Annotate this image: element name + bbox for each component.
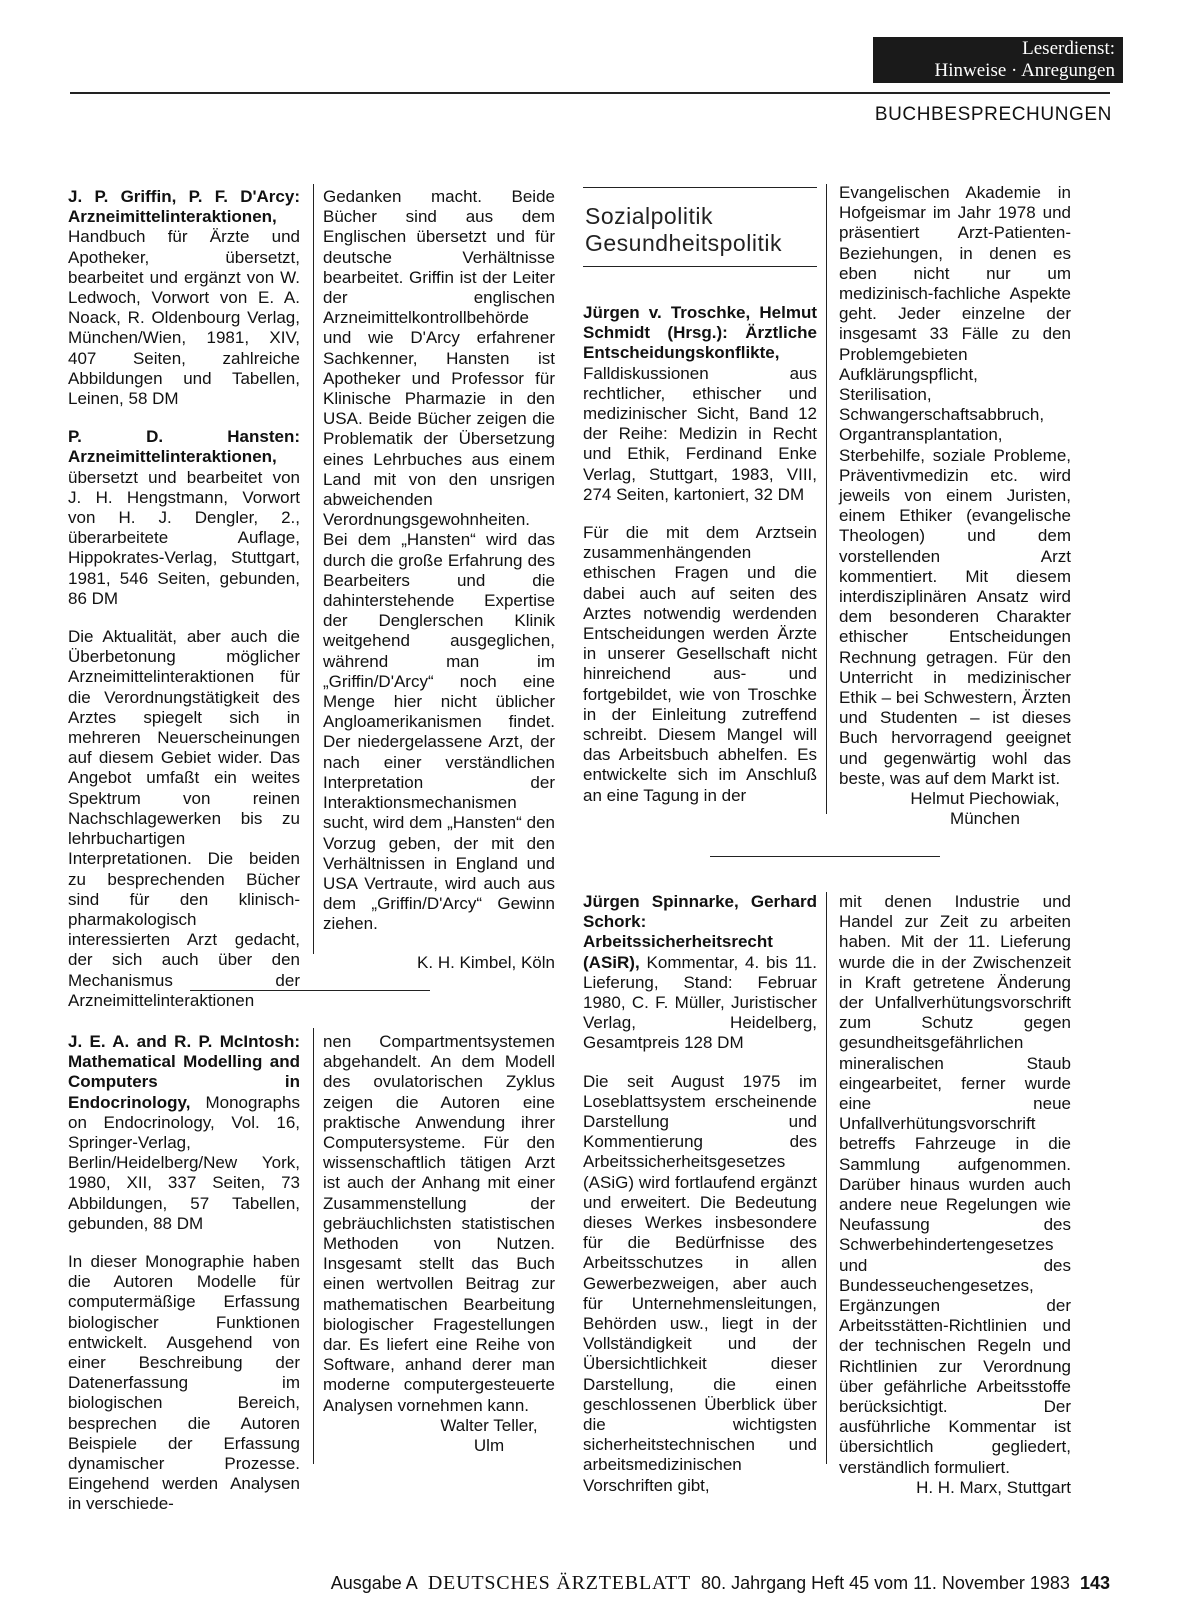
review-body: Für die mit dem Arztsein zusammenhängenden ethischen Fragen und die dabei auch auf seiten des Arztes notwendig werdenden Entscheidungen werden Ärzte in unserer Gesellschaft nicht hinreichend aus- und fortgebildet, wie von Troschke in der Einleitung zutreffend schreibt. Diesem Mangel will das Arbeitsbuch abhelfen. Es entwickelte sich im Anschluß an eine Tagung in der — [583, 523, 817, 805]
review-body: mit denen Industrie und Handel zur Zeit zu arbeiten haben. Mit der 11. Lieferung wurde die in der Zwischenzeit in Kraft getretene Änderung der Unfallverhütungsvorschrift zum Schutz gegen gesundheitsgefährlichen mineralischen Staub eingearbeitet, ferner wurde eine neue Unfallverhütungsvorschrift betreffs Fahrzeuge in die Sammlung aufgenommen. Darüber hinaus wurden auch andere neue Regelungen wie Neufassung des Schwerbehindertengesetzes und des Bundesseuchengesetzes, Ergänzungen der Arbeitsstätten-Richtlinien und der technischen Regeln und Richtlinien zur Verordnung über gefährliche Arbeitsstoffe berücksichtigt. Der ausführliche Kommentar ist übersichtlich gegliedert, verständlich formuliert. — [839, 892, 1071, 1477]
section-badge — [873, 37, 1123, 83]
rubric-line-1: Sozialpolitik — [585, 203, 713, 229]
review-mcintosh-column-1 — [68, 1032, 300, 1515]
book-details: übersetzt und bearbeitet von J. H. Hengstmann, Vorwort von H. J. Dengler, 2., überarbeitete Auflage, Hippokrates-Verlag, Stuttgart, 1981, 546 Seiten, gebunden, 86 DM — [68, 467, 300, 608]
section-title: BUCHBESPRECHUNGEN — [874, 104, 1112, 125]
footer-issue: 80. Jahrgang Heft 45 vom 11. November 1983 — [701, 1573, 1070, 1593]
rubric-line-2: Gesundheitspolitik — [585, 230, 782, 256]
page-number: 143 — [1079, 1573, 1110, 1593]
article-separator — [710, 856, 940, 857]
review-body: Gedanken macht. Beide Bücher sind aus dem Englischen übersetzt und für deutsche Verhältnisse bearbeitet. Griffin ist der Leiter der englischen Arzneimittelkontrollbehörde und wie D'Arcy erfahrener Sachkenner, Hansten ist Apotheker und Professor für Klinische Pharmazie in den USA. Beide Bücher zeigen die Problematik der Übersetzung eines Lehrbuches aus einem Land mit von den unsrigen abweichenden Verordnungsgewohnheiten. Bei dem „Hansten“ wird das durch die große Erfahrung des Bearbeiters und die dahinterstehende Expertise der Denglerschen Klinik weitgehend ausgeglichen, während man im „Griffin/D'Arcy“ noch eine Menge hier nicht üblicher Angloamerikanismen findet. Der niedergelassene Arzt, der nach einer verständlichen Interpretation der Interaktionsmechanismen sucht, wird dem „Hansten“ den Vorzug geben, der mit den Verhältnissen in England und USA Vertraute, wird auch aus dem „Griffin/D'Arcy“ Gewinn ziehen. — [323, 187, 555, 934]
book-header: Jürgen Spinnarke, Gerhard Schork: Arbeitssicherheitsrecht (ASiR), — [583, 892, 817, 972]
review-troschke-column-2 — [839, 183, 1071, 830]
column-divider — [826, 184, 827, 814]
book-details: Kommentar, 4. bis 11. Lieferung, Stand: Februar 1980, C. F. Müller, Juristischer Verlag, Heidelberg, Gesamtpreis 128 DM — [583, 952, 817, 1053]
book-details: Falldiskussionen aus rechtlicher, ethischer und medizinischer Sicht, Band 12 der Reihe: Medizin in Recht und Ethik, Ferdinand Enke Verlag, Stuttgart, 1983, VIII, 274 Seiten, kartoniert, 32 DM — [583, 363, 817, 504]
column-divider — [313, 184, 314, 954]
book-header: J. P. Griffin, P. F. D'Arcy: Arzneimittelinteraktionen, — [68, 187, 300, 227]
badge-line-2: Hinweise · Anregungen — [934, 60, 1115, 81]
rubric-rule-top — [583, 187, 817, 188]
book-header: P. D. Hansten: Arzneimittelinteraktionen, — [68, 427, 300, 467]
review-body: Die Aktualität, aber auch die Überbetonung möglicher Arzneimittelinteraktionen für die Verordnungstätigkeit des Arztes spiegelt sich in mehreren Neuerscheinungen auf diesem Gebiet wider. Das Angebot umfaßt ein weites Spektrum von reinen Nachschlagewerken bis zu lehrbuchartigen Interpretationen. Die beiden zu besprechenden Bücher sind für den klinisch-pharmakologisch interessierten Arzt gedacht, der sich auch über den Mechanismus der Arzneimittelinteraktionen — [68, 627, 300, 1010]
review-troschke-column-1 — [583, 303, 817, 806]
book-details: Monographs on Endocrinology, Vol. 16, Springer-Verlag, Berlin/Heidelberg/New York, 1980, XII, 337 Seiten, 73 Abbildungen, 57 Tabellen, gebunden, 88 DM — [68, 1092, 300, 1233]
book-header: Jürgen v. Troschke, Helmut Schmidt (Hrsg.): Ärztliche Entscheidungskonflikte, — [583, 303, 817, 363]
reviewer-signature: Walter Teller, — [440, 1415, 538, 1435]
review-spinnarke-column-2 — [839, 892, 1071, 1498]
review-griffin-column-1 — [68, 187, 300, 1011]
footer-edition: Ausgabe A — [330, 1573, 418, 1593]
badge-line-1: Leserdienst: — [1022, 38, 1115, 59]
column-divider — [313, 1028, 314, 1464]
reviewer-signature: Helmut Piechowiak, — [910, 789, 1060, 809]
reviewer-location: München — [950, 809, 1020, 829]
reviewer-location: Ulm — [473, 1436, 505, 1456]
reviewer-signature: H. H. Marx, Stuttgart — [916, 1477, 1071, 1497]
reviewer-signature: K. H. Kimbel, Köln — [417, 952, 555, 972]
rubric-rule-bottom — [583, 266, 817, 267]
header-rule — [70, 92, 1110, 94]
footer-magazine: DEUTSCHES ÄRZTEBLATT — [427, 1572, 692, 1594]
review-griffin-column-2 — [323, 187, 555, 973]
column-divider — [826, 892, 827, 1464]
review-spinnarke-column-1 — [583, 892, 817, 1496]
page-footer — [70, 1572, 1110, 1595]
review-body: Die seit August 1975 im Loseblattsystem erscheinende Darstellung und Kommentierung des Arbeitssicherheitsgesetzes (ASiG) wird fortlaufend ergänzt und erweitert. Die Bedeutung dieses Werkes insbesondere für die Bedürfnisse des Arbeitsschutzes in allen Gewerbezweigen, aber auch für Unternehmensleitungen, Behörden usw., liegt in der Vollständigkeit und der Übersichtlichkeit dieser Darstellung, die einen geschlossenen Überblick über die wichtigsten sicherheitstechnischen und arbeitsmedizinischen Vorschriften gibt, — [583, 1071, 817, 1495]
review-body: nen Compartmentsystemen abgehandelt. An dem Modell des ovulatorischen Zyklus zeigen die Autoren eine praktische Anwendung ihrer Computersysteme. Für den wissenschaftlich tätigen Arzt ist auch der Anhang mit einer Zusammenstellung der gebräuchlichsten statistischen Methoden von Nutzen. Insgesamt stellt das Buch einen wertvollen Beitrag zur mathematischen Bearbeitung biologischer Fragestellungen dar. Es liefert eine Reihe von Software, anhand derer man moderne computergesteuerte Analysen vornehmen kann. — [323, 1032, 555, 1415]
book-details: Handbuch für Ärzte und Apotheker, übersetzt, bearbeitet und ergänzt von W. Ledwoch, Vorwort von E. A. Noack, R. Oldenbourg Verlag, München/Wien, 1981, XIV, 407 Seiten, zahlreiche Abbildungen und Tabellen, Leinen, 58 DM — [68, 227, 300, 409]
rubric-title — [585, 203, 782, 257]
review-mcintosh-column-2 — [323, 1032, 555, 1456]
book-header: J. E. A. and R. P. McIntosh: Mathematical Modelling and Computers in Endocrinology, — [68, 1032, 300, 1112]
review-body: In dieser Monographie haben die Autoren Modelle für computermäßige Erfassung biologischer Funktionen entwickelt. Ausgehend von einer Beschreibung der Datenerfassung im biologischen Bereich, besprechen die Autoren Beispiele der Erfassung dynamischer Prozesse. Eingehend werden Analysen in verschiede- — [68, 1252, 300, 1514]
review-body: Evangelischen Akademie in Hofgeismar im Jahr 1978 und präsentiert Arzt-Patienten-Beziehungen, in denen es eben nicht nur um medizinisch-fachliche Aspekte geht. Jeder einzelne der insgesamt 33 Fälle zu den Problemgebieten Aufklärungspflicht, Sterilisation, Schwangerschaftsabbruch, Organtransplantation, Sterbehilfe, soziale Probleme, Präventivmedizin etc. wird jeweils von einem Juristen, einem Ethiker (evangelische Theologen) und dem vorstellenden Arzt kommentiert. Mit diesem interdisziplinären Ansatz wird dem besonderen Charakter ethischer Entscheidungen Rechnung getragen. Für den Unterricht in medizinischer Ethik – bei Schwestern, Ärzten und Studenten – ist dieses Buch hervorragend geeignet und gegenwärtig wohl das beste, was auf dem Markt ist. — [839, 183, 1071, 788]
